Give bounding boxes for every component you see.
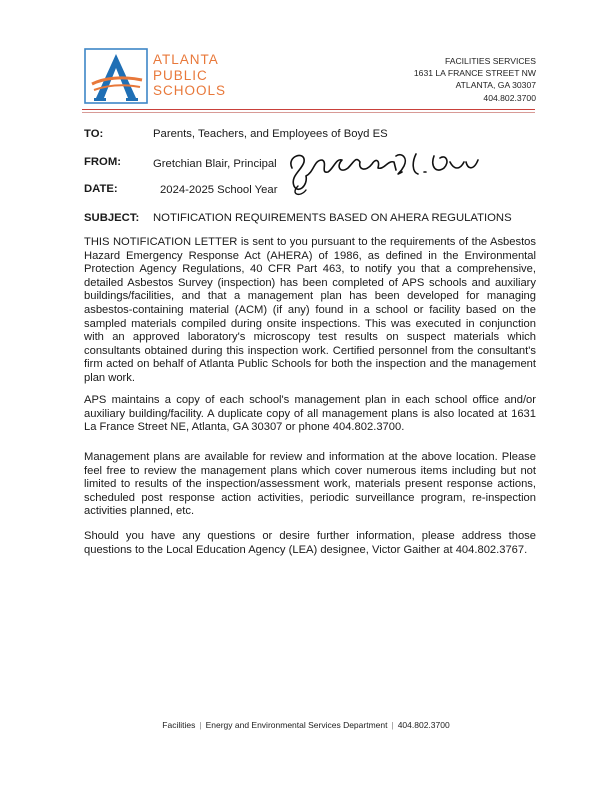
footer-phone: 404.802.3700 (397, 720, 450, 730)
letterhead-divider (82, 109, 535, 110)
page-footer (0, 720, 612, 730)
paragraph-2: APS maintains a copy of each school's management plan in each school office and/or auxiliary building/facility. A duplicate copy of all management plans is also located at 1631 La France Street NE, Atlanta, GA 30307 or phone 404.802.3700. (84, 394, 536, 434)
subject-label: SUBJECT: (84, 212, 140, 224)
footer-department: Energy and Environmental Services Department (205, 720, 388, 730)
footer-facilities: Facilities (162, 720, 196, 730)
letterhead-address (414, 55, 536, 104)
address-phone: 404.802.3700 (483, 92, 536, 103)
footer-separator-1: | (199, 720, 202, 730)
to-label: TO: (84, 128, 104, 140)
address-city: ATLANTA, GA 30307 (455, 80, 536, 91)
footer-separator-2: | (391, 720, 394, 730)
address-street: 1631 LA FRANCE STREET NW (413, 68, 536, 79)
atlanta-public-schools-logo-icon (84, 48, 148, 104)
signature-image (284, 146, 484, 198)
letterhead-divider-thin (82, 112, 535, 113)
paragraph-1: THIS NOTIFICATION LETTER is sent to you pursuant to the requirements of the Asbestos Hazard Emergency Response Act (AHERA) of 1986, as defined in the Environmental Protection Agency Regulations, 40 CFR Part 463, to notify you that a comprehensive, detailed Asbestos Survey (inspection) has been completed of APS schools and auxiliary buildings/facilities, and that a management plan has been developed for managing asbestos-containing material (ACM) (if any) found in a school or facility based on the sampled materials compiled during onsite inspections. This was executed in conjunction with an approved laboratory's microscopy test results on suspect materials which consultants obtained during this inspection work. Certified personnel from the consultant's firm acted on behalf of Atlanta Public Schools for both the inspection and the management plan work. (84, 236, 536, 384)
from-value: Gretchian Blair, Principal (153, 158, 277, 170)
paragraph-4: Should you have any questions or desire further information, please address those questions to the Local Education Agency (LEA) designee, Victor Gaither at 404.802.3767. (84, 530, 536, 556)
from-label: FROM: (84, 156, 122, 168)
address-dept: FACILITIES SERVICES (444, 56, 536, 66)
date-value: 2024-2025 School Year (160, 184, 278, 196)
brand-line-1: ATLANTA (153, 52, 219, 67)
brand-line-3: SCHOOLS (153, 83, 227, 98)
paragraph-3: Management plans are available for review and information at the above location. Please feel free to review the management plans which cover numerous items including but not limited to results of the inspection/assessment work, materials present response actions, scheduled post response action activities, periodic surveillance program, re-inspection activities planned, etc. (84, 451, 536, 518)
subject-value: NOTIFICATION REQUIREMENTS BASED ON AHERA REGULATIONS (153, 212, 512, 224)
to-value: Parents, Teachers, and Employees of Boyd ES (153, 128, 388, 140)
brand-wordmark (153, 52, 226, 99)
brand-line-2: PUBLIC (153, 67, 208, 83)
date-label: DATE: (84, 183, 118, 195)
